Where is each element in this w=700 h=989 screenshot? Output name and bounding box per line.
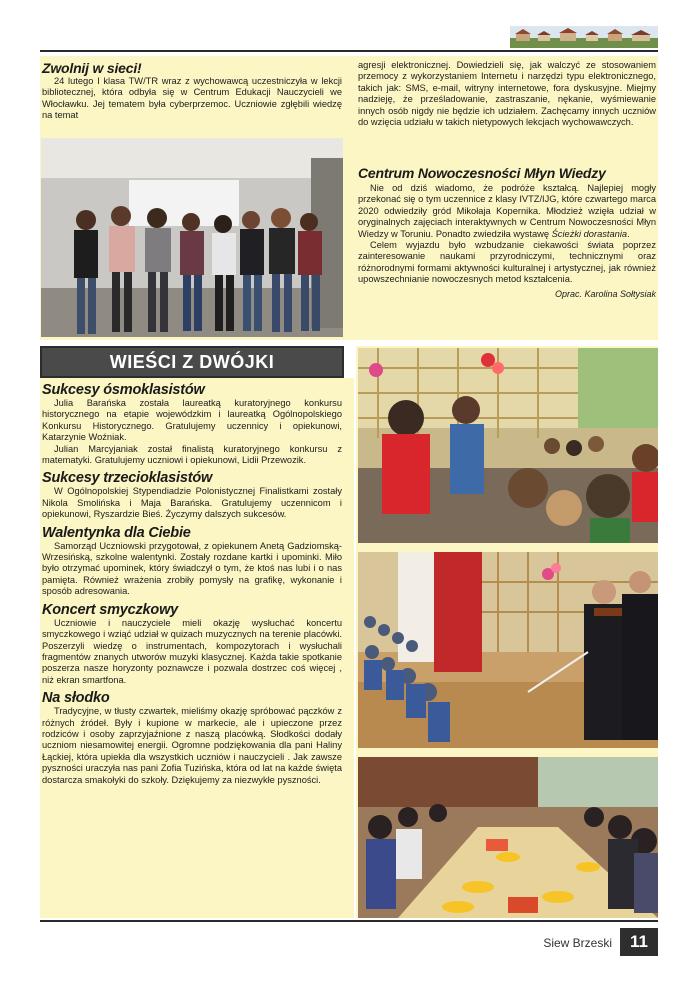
- paragraph-end: .: [627, 228, 630, 239]
- article-trzecioklasisci: [42, 470, 342, 520]
- article-osmoklasisci: [42, 382, 342, 466]
- page-number: 11: [620, 928, 658, 956]
- article-title: Na słodko: [42, 690, 110, 707]
- article-title: Sukcesy ósmoklasistów: [42, 382, 205, 398]
- article-text: agresji elektronicznej. Dowiedzieli się, jak walczyć ze stosowaniem przemocy z wykorzystaniem Internetu i narzędzi typu elektronicznego, takich jak: SMS, e-mail, witryny internetowe, fora dyskusyjne. Miejmy nadzieję, że prześladowanie, zastraszanie, nękanie, wyśmiewanie innych osób nigdy nie będzie ich udziałem. Zachęcamy innych uczniów do wzięcia udziału w takich nietypowych lekcjach wychowawczych.: [358, 60, 656, 128]
- section-banner: WIEŚCI Z DWÓJKI: [40, 346, 344, 378]
- article-walentynka: [42, 525, 342, 598]
- article-zwolnij-continued: [358, 60, 656, 128]
- article-text: Julia Barańska została laureatką kuratoryjnego konkursu historycznego na etapie wojewódzkim i laureatką Ogólnopolskiego Konkursu Historycznego. Gratulujemy uczennicy i opiekunowi, Katarzynie Woźniak.: [42, 398, 342, 443]
- photo-string-concert: [358, 552, 658, 748]
- article-title: Zwolnij w sieci!: [42, 60, 142, 76]
- publication-name: Siew Brzeski: [543, 936, 612, 950]
- article-text: Tradycyjne, w tłusty czwartek, mieliśmy okazję spróbować pączków z różnych źródeł. Były i kupione w markecie, ale i upieczone przez rodziców i osoby zaprzyjaźnione z naszą placówką. Słodkości dodały uczniom niesamowitej energii. Ogromne podziękowania dla pani Haliny Łąckiej, która upiekła dla wszystkich uczniów i nauczycieli . Jak zawsze pyszności uraczyła nas pani Zofia Tuzińska, która od lat na każde święta dostarcza smakołyki do szkoły. Dziękujemy za niezwykłe pyszności.: [42, 706, 342, 785]
- article-na-slodko: [42, 690, 342, 786]
- article-koncert: [42, 602, 342, 686]
- article-text: Celem wyjazdu było wzbudzanie ciekawości świata poprzez zainteresowanie naukami przyrodniczymi, technicznymi oraz różnorodnymi formami aktywności kulturalnej i artystycznej, jak również upowszechnianie nowoczesnych metod kształcenia.: [358, 240, 656, 285]
- article-mlyn-wiedzy: [358, 165, 656, 299]
- article-text: 24 lutego I klasa TW/TR wraz z wychowawcą uczestniczyła w lekcji bibliotecznej, która odbyła się w Centrum Edukacji Nauczycieli we Włocławku. Jej tematem była cyberprzemoc. Uczniowie zgłębili wiedzę na temat: [42, 76, 342, 121]
- photo-fat-thursday: [358, 757, 658, 918]
- paragraph-text: Nie od dziś wiadomo, że podróże kształcą. Najlepiej mogły przekonać się o tym uczennice z klasy IVTZ/IJG, które czwartego marca 2020 odwiedziły gród Mikołaja Kopernika. Młodzież wzięła udział w oryginalnych zajęciach interaktywnych w Centrum Nowoczesności Młyn Wiedzy w Toruniu. Ponadto zwiedziła wystawę: [358, 183, 656, 239]
- exhibition-name: Ścieżki dorastania: [551, 228, 628, 239]
- article-text: Samorząd Uczniowski przygotował, z opiekunem Anetą Gadziomską-Wrzesińską, szkolne walentynki. Zostały rozdane kartki i upominki. Miło było otrzymać upominek, który świadczył o tym, że ktoś nas lubi i o nas pamięta. Również wrażenia zrobiły pomysły na grafikę, wykonanie i sposób adresowania.: [42, 540, 342, 597]
- article-text: Julian Marcyjaniak został finalistą kuratoryjnego konkursu z matematyki. Gratulujemy uczniowi i opiekunowi, Lidii Przewozik.: [42, 443, 342, 466]
- top-rule: [40, 50, 658, 52]
- article-title: Centrum Nowoczesności Młyn Wiedzy: [358, 165, 606, 181]
- article-title: Walentynka dla Ciebie: [42, 524, 191, 541]
- author-credit: Oprac. Karolina Sołtysiak: [554, 288, 656, 299]
- news-articles: [42, 382, 342, 786]
- article-title: Koncert smyczkowy: [42, 601, 179, 618]
- article-text: Uczniowie i nauczyciele mieli okazję wysłuchać koncertu smyczkowego i wziąć udział w quizach muzycznych na terenie placówki. Poszerzyli wiedzę o instrumentach, kompozytorach i wysłuchali fragmentów znanych utworów muzyki klasycznej. Każda takie spotkanie poszerza nasze horyzonty poznawcze i pozwala dostrzec coś więcej , niż ekran smartfona.: [42, 617, 342, 685]
- photo-valentine: [358, 348, 658, 543]
- article-text: W Ogólnopolskiej Stypendiadzie Polonistycznej Finalistkami zostały Nikola Smolińska i Maja Barańska. Gratulujemy uczennicom i opiekunowi, Ryszardzie Bieś. Życzymy dalszych sukcesów.: [42, 486, 342, 520]
- article-zwolnij: [42, 60, 342, 122]
- bottom-rule: [40, 920, 658, 922]
- village-landscape-icon: [510, 26, 658, 48]
- header-thumbnail: [510, 26, 658, 48]
- photo-students-group: [41, 138, 343, 337]
- article-text: [358, 183, 656, 240]
- article-title: Sukcesy trzecioklasistów: [42, 470, 213, 487]
